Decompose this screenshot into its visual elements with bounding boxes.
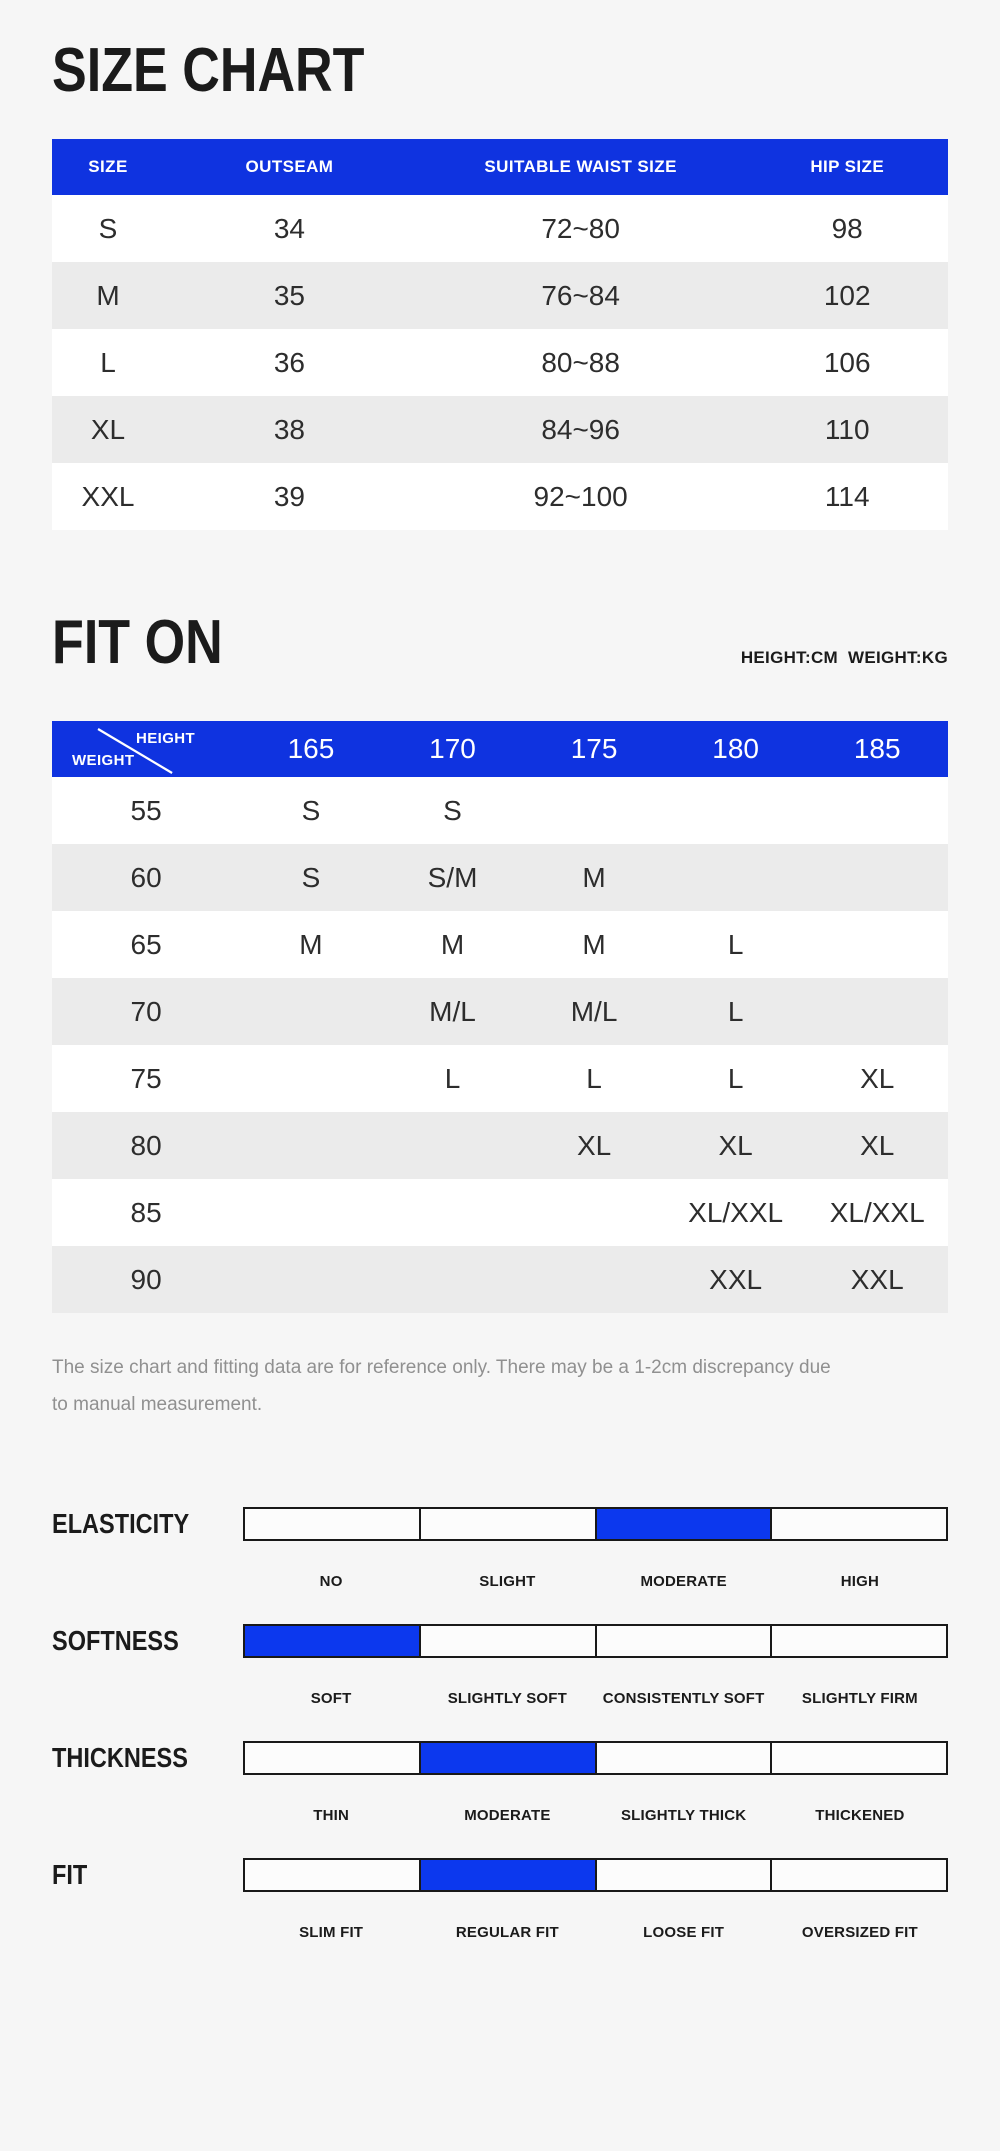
table-cell	[665, 844, 807, 911]
table-cell: 35	[273, 279, 306, 311]
table-cell: 92~100	[533, 480, 628, 512]
size-chart-title: SIZE CHART	[52, 36, 365, 105]
table-cell	[523, 777, 665, 844]
meter-label: THICKNESS	[52, 1742, 188, 1774]
meter-bar	[243, 1624, 948, 1658]
table-cell: M	[582, 928, 606, 960]
weight-row-header: 70	[130, 995, 162, 1027]
meter-bar	[243, 1858, 948, 1892]
meter-option-label: SLIGHT	[479, 1573, 536, 1591]
table-cell: XL	[718, 1129, 753, 1161]
meter-option-label: SOFT	[310, 1690, 352, 1708]
height-column-header: 185	[806, 721, 948, 777]
table-row	[52, 911, 948, 978]
table-cell: M	[299, 928, 323, 960]
meter-segment	[772, 1509, 946, 1539]
table-cell: 98	[831, 212, 863, 244]
meter-options	[243, 1924, 948, 1941]
table-cell: M	[96, 279, 120, 311]
table-row	[52, 1112, 948, 1179]
weight-row-header: 85	[130, 1196, 162, 1228]
table-cell	[240, 978, 382, 1045]
meter-option-label: OVERSIZED FIT	[801, 1924, 918, 1942]
table-row	[52, 329, 948, 396]
table-cell	[523, 1246, 665, 1313]
meter-segment	[421, 1509, 597, 1539]
meter-segment	[421, 1743, 597, 1773]
meter-option-label: MODERATE	[640, 1573, 727, 1591]
table-cell: 34	[273, 212, 306, 244]
table-cell: 72~80	[541, 212, 620, 244]
table-cell: 36	[273, 346, 306, 378]
table-cell: XXL	[81, 480, 135, 512]
height-column-header: 165	[240, 721, 382, 777]
meter-option-label: MODERATE	[464, 1807, 551, 1825]
table-row	[52, 978, 948, 1045]
meter-segment	[772, 1743, 946, 1773]
meter-segment	[772, 1626, 946, 1656]
column-header-waist: SUITABLE WAIST SIZE	[415, 139, 747, 195]
table-cell: L	[444, 1062, 461, 1094]
meter-segment	[245, 1509, 421, 1539]
table-cell: XL	[860, 1129, 895, 1161]
attribute-meters	[52, 1507, 948, 1941]
table-cell: 39	[273, 480, 306, 512]
height-column-header: 180	[665, 721, 807, 777]
table-cell: 38	[273, 413, 306, 445]
meter-segment	[597, 1626, 773, 1656]
table-cell	[382, 1179, 524, 1246]
meter-segment	[597, 1509, 773, 1539]
meter-option-label: REGULAR FIT	[455, 1924, 559, 1942]
weight-row-header: 55	[130, 794, 162, 826]
table-row	[52, 1246, 948, 1313]
table-row	[52, 396, 948, 463]
table-cell: 110	[824, 413, 870, 445]
table-cell	[240, 1112, 382, 1179]
meter-option-label: SLIGHTLY FIRM	[801, 1690, 918, 1708]
table-cell: XL	[860, 1062, 895, 1094]
column-header-size: SIZE	[52, 139, 164, 195]
table-row	[52, 844, 948, 911]
meter-segment	[772, 1860, 946, 1890]
table-cell: L	[100, 346, 116, 378]
meter-fit	[52, 1858, 948, 1941]
axis-header-cell	[52, 721, 240, 777]
table-row	[52, 195, 948, 262]
table-row	[52, 262, 948, 329]
table-cell: L	[727, 995, 744, 1027]
table-cell: XXL	[850, 1263, 904, 1295]
table-row	[52, 777, 948, 844]
meter-segment	[597, 1743, 773, 1773]
table-cell: 76~84	[541, 279, 620, 311]
meter-option-label: SLIM FIT	[299, 1924, 364, 1942]
meter-segment	[245, 1860, 421, 1890]
meter-option-label: SLIGHTLY THICK	[620, 1807, 747, 1825]
meter-option-label: NO	[319, 1573, 343, 1591]
disclaimer-line: to manual measurement.	[52, 1394, 263, 1416]
meter-option-label: THICKENED	[815, 1807, 905, 1825]
table-cell: L	[727, 928, 744, 960]
meter-options	[243, 1573, 948, 1590]
weight-row-header: 80	[130, 1129, 162, 1161]
meter-option-label: LOOSE FIT	[643, 1924, 725, 1942]
meter-options	[243, 1807, 948, 1824]
table-cell: 84~96	[541, 413, 620, 445]
meter-segment	[245, 1626, 421, 1656]
meter-segment	[245, 1743, 421, 1773]
meter-label: SOFTNESS	[52, 1625, 179, 1657]
table-cell	[382, 1112, 524, 1179]
meter-option-label: THIN	[313, 1807, 350, 1825]
weight-row-header: 65	[130, 928, 162, 960]
fit-on-title: FIT ON	[52, 608, 223, 678]
column-header-hip: HIP SIZE	[746, 139, 948, 195]
weight-row-header: 90	[130, 1263, 162, 1295]
meter-options	[243, 1690, 948, 1707]
axis-label-weight: WEIGHT	[72, 752, 135, 770]
size-chart-table	[52, 139, 948, 530]
table-cell	[382, 1246, 524, 1313]
table-cell	[523, 1179, 665, 1246]
table-row	[52, 463, 948, 530]
meter-option-label: CONSISTENTLY SOFT	[602, 1690, 765, 1708]
table-cell: S	[301, 861, 321, 893]
meter-segment	[421, 1626, 597, 1656]
table-cell: L	[727, 1062, 744, 1094]
table-cell: S	[301, 794, 321, 826]
table-cell	[806, 911, 948, 978]
height-column-header: 170	[382, 721, 524, 777]
disclaimer-line: The size chart and fitting data are for reference only. There may be a 1-2cm discrepancy due	[52, 1357, 831, 1379]
axis-label-height: HEIGHT	[136, 730, 196, 748]
table-cell: XL/XXL	[829, 1196, 925, 1228]
fit-on-header-row	[52, 721, 948, 777]
table-cell	[240, 1045, 382, 1112]
fit-on-table	[52, 721, 948, 1313]
meter-bar	[243, 1507, 948, 1541]
meter-bar	[243, 1741, 948, 1775]
units-note: HEIGHT:CM WEIGHT:KG	[740, 648, 948, 668]
meter-elasticity	[52, 1507, 948, 1590]
column-header-outseam: OUTSEAM	[164, 139, 415, 195]
table-cell: 102	[823, 279, 871, 311]
meter-segment	[597, 1860, 773, 1890]
table-cell: 114	[824, 480, 870, 512]
table-cell: M/L	[429, 995, 476, 1027]
table-cell: S	[443, 794, 462, 826]
table-cell: S	[98, 212, 118, 244]
meter-label: FIT	[52, 1859, 88, 1891]
table-cell: M	[582, 861, 606, 893]
table-cell: M	[440, 928, 465, 960]
table-cell	[806, 978, 948, 1045]
weight-row-header: 75	[130, 1062, 162, 1094]
table-cell: XL	[90, 413, 126, 445]
table-cell	[240, 1246, 382, 1313]
size-chart-header-row	[52, 139, 948, 195]
table-row	[52, 1179, 948, 1246]
meter-segment	[421, 1860, 597, 1890]
table-cell: M/L	[570, 995, 618, 1027]
table-row	[52, 1045, 948, 1112]
disclaimer-text	[52, 1349, 948, 1423]
meter-option-label: HIGH	[840, 1573, 880, 1591]
height-column-header: 175	[523, 721, 665, 777]
table-cell: S/M	[427, 861, 478, 893]
meter-softness	[52, 1624, 948, 1707]
weight-row-header: 60	[130, 861, 162, 893]
table-cell	[665, 777, 807, 844]
meter-option-label: SLIGHTLY SOFT	[447, 1690, 568, 1708]
table-cell: L	[586, 1062, 602, 1094]
meter-thickness	[52, 1741, 948, 1824]
table-cell: 106	[823, 346, 871, 378]
meter-label: ELASTICITY	[52, 1508, 190, 1540]
table-cell: XXL	[709, 1263, 763, 1295]
table-cell: XL	[576, 1129, 612, 1161]
table-cell: 80~88	[541, 346, 620, 378]
table-cell: XL/XXL	[688, 1196, 784, 1228]
fit-on-header	[52, 608, 948, 678]
table-cell	[240, 1179, 382, 1246]
table-cell	[806, 844, 948, 911]
table-cell	[806, 777, 948, 844]
